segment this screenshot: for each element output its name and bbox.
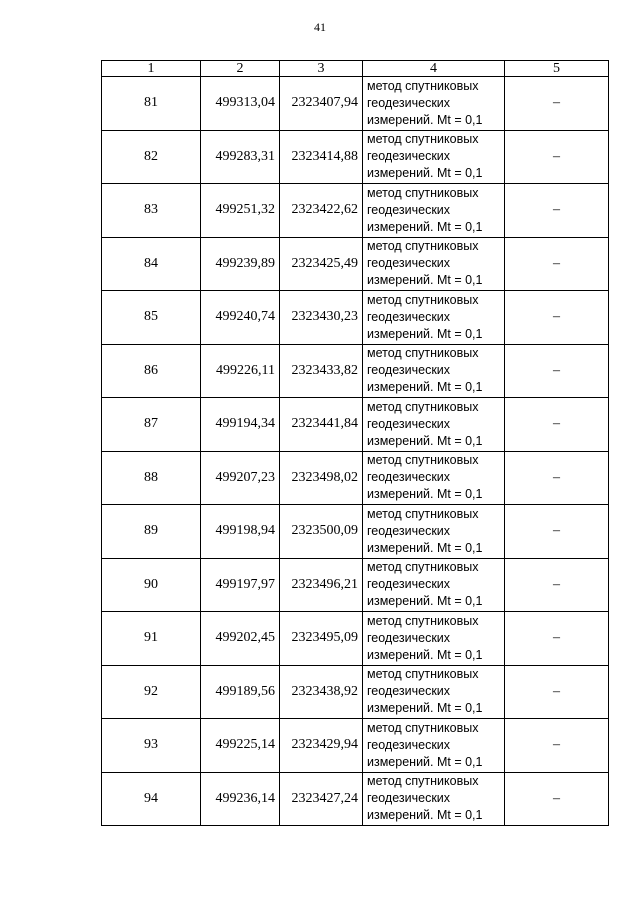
note-cell: – xyxy=(505,558,609,612)
method-line: измерений. Mt = 0,1 xyxy=(367,112,483,127)
y-coordinate-cell: 2323427,24 xyxy=(280,772,363,826)
note-cell: – xyxy=(505,237,609,291)
method-line: геодезических xyxy=(367,791,451,806)
note-cell: – xyxy=(505,291,609,345)
header-row xyxy=(102,61,609,77)
x-coordinate-cell: 499194,34 xyxy=(201,398,280,452)
y-coordinate-cell: 2323407,94 xyxy=(280,77,363,131)
method-line: метод спутниковых xyxy=(367,185,479,200)
method-cell xyxy=(363,558,505,612)
note-cell: – xyxy=(505,344,609,398)
method-line: геодезических xyxy=(367,309,451,324)
column-header-4: 4 xyxy=(363,61,505,77)
note-cell: – xyxy=(505,184,609,238)
method-line: метод спутниковых xyxy=(367,506,479,521)
method-line: геодезических xyxy=(367,416,451,431)
method-line: геодезических xyxy=(367,149,451,164)
table-row xyxy=(102,130,609,184)
table-body xyxy=(102,77,609,826)
point-number-cell: 92 xyxy=(102,665,201,719)
coordinates-table xyxy=(101,60,609,826)
table-row xyxy=(102,772,609,826)
method-line: геодезических xyxy=(367,470,451,485)
point-number-cell: 93 xyxy=(102,719,201,773)
note-cell: – xyxy=(505,612,609,666)
method-line: метод спутниковых xyxy=(367,774,479,789)
method-line: измерений. Mt = 0,1 xyxy=(367,647,483,662)
method-cell xyxy=(363,237,505,291)
y-coordinate-cell: 2323500,09 xyxy=(280,505,363,559)
y-coordinate-cell: 2323425,49 xyxy=(280,237,363,291)
method-cell xyxy=(363,665,505,719)
x-coordinate-cell: 499202,45 xyxy=(201,612,280,666)
x-coordinate-cell: 499189,56 xyxy=(201,665,280,719)
table-row xyxy=(102,719,609,773)
y-coordinate-cell: 2323441,84 xyxy=(280,398,363,452)
point-number-cell: 86 xyxy=(102,344,201,398)
note-cell: – xyxy=(505,77,609,131)
point-number-cell: 84 xyxy=(102,237,201,291)
table-row xyxy=(102,451,609,505)
method-line: измерений. Mt = 0,1 xyxy=(367,326,483,341)
table-row xyxy=(102,665,609,719)
y-coordinate-cell: 2323422,62 xyxy=(280,184,363,238)
method-cell xyxy=(363,451,505,505)
x-coordinate-cell: 499197,97 xyxy=(201,558,280,612)
x-coordinate-cell: 499198,94 xyxy=(201,505,280,559)
x-coordinate-cell: 499207,23 xyxy=(201,451,280,505)
method-line: измерений. Mt = 0,1 xyxy=(367,219,483,234)
method-line: измерений. Mt = 0,1 xyxy=(367,754,483,769)
x-coordinate-cell: 499239,89 xyxy=(201,237,280,291)
method-line: метод спутниковых xyxy=(367,292,479,307)
point-number-cell: 82 xyxy=(102,130,201,184)
method-line: геодезических xyxy=(367,523,451,538)
point-number-cell: 83 xyxy=(102,184,201,238)
method-cell xyxy=(363,130,505,184)
method-line: метод спутниковых xyxy=(367,346,479,361)
y-coordinate-cell: 2323495,09 xyxy=(280,612,363,666)
method-cell xyxy=(363,612,505,666)
table-row xyxy=(102,77,609,131)
method-cell xyxy=(363,184,505,238)
method-cell xyxy=(363,505,505,559)
x-coordinate-cell: 499236,14 xyxy=(201,772,280,826)
method-line: метод спутниковых xyxy=(367,239,479,254)
table-header xyxy=(102,61,609,77)
x-coordinate-cell: 499225,14 xyxy=(201,719,280,773)
method-line: геодезических xyxy=(367,684,451,699)
method-line: геодезических xyxy=(367,256,451,271)
x-coordinate-cell: 499240,74 xyxy=(201,291,280,345)
point-number-cell: 89 xyxy=(102,505,201,559)
method-line: геодезических xyxy=(367,363,451,378)
note-cell: – xyxy=(505,719,609,773)
table-row xyxy=(102,612,609,666)
method-line: метод спутниковых xyxy=(367,560,479,575)
y-coordinate-cell: 2323496,21 xyxy=(280,558,363,612)
method-line: измерений. Mt = 0,1 xyxy=(367,701,483,716)
method-line: метод спутниковых xyxy=(367,667,479,682)
note-cell: – xyxy=(505,665,609,719)
note-cell: – xyxy=(505,130,609,184)
method-cell xyxy=(363,291,505,345)
x-coordinate-cell: 499283,31 xyxy=(201,130,280,184)
table-row xyxy=(102,184,609,238)
column-header-3: 3 xyxy=(280,61,363,77)
method-line: измерений. Mt = 0,1 xyxy=(367,487,483,502)
column-header-2: 2 xyxy=(201,61,280,77)
point-number-cell: 88 xyxy=(102,451,201,505)
method-cell xyxy=(363,772,505,826)
method-line: метод спутниковых xyxy=(367,613,479,628)
point-number-cell: 90 xyxy=(102,558,201,612)
x-coordinate-cell: 499313,04 xyxy=(201,77,280,131)
table-row xyxy=(102,291,609,345)
y-coordinate-cell: 2323438,92 xyxy=(280,665,363,719)
table-row xyxy=(102,505,609,559)
point-number-cell: 85 xyxy=(102,291,201,345)
table-row xyxy=(102,398,609,452)
method-line: измерений. Mt = 0,1 xyxy=(367,166,483,181)
note-cell: – xyxy=(505,505,609,559)
point-number-cell: 94 xyxy=(102,772,201,826)
y-coordinate-cell: 2323430,23 xyxy=(280,291,363,345)
method-line: геодезических xyxy=(367,95,451,110)
method-cell xyxy=(363,398,505,452)
method-line: метод спутниковых xyxy=(367,78,479,93)
y-coordinate-cell: 2323433,82 xyxy=(280,344,363,398)
x-coordinate-cell: 499251,32 xyxy=(201,184,280,238)
method-line: измерений. Mt = 0,1 xyxy=(367,380,483,395)
table-row xyxy=(102,558,609,612)
method-line: метод спутниковых xyxy=(367,453,479,468)
method-line: измерений. Mt = 0,1 xyxy=(367,594,483,609)
method-line: метод спутниковых xyxy=(367,399,479,414)
method-line: геодезических xyxy=(367,737,451,752)
x-coordinate-cell: 499226,11 xyxy=(201,344,280,398)
method-line: измерений. Mt = 0,1 xyxy=(367,808,483,823)
point-number-cell: 87 xyxy=(102,398,201,452)
method-line: геодезических xyxy=(367,630,451,645)
method-cell xyxy=(363,77,505,131)
method-cell xyxy=(363,719,505,773)
column-header-1: 1 xyxy=(102,61,201,77)
method-line: измерений. Mt = 0,1 xyxy=(367,540,483,555)
method-line: геодезических xyxy=(367,202,451,217)
method-line: метод спутниковых xyxy=(367,720,479,735)
y-coordinate-cell: 2323414,88 xyxy=(280,130,363,184)
note-cell: – xyxy=(505,398,609,452)
point-number-cell: 91 xyxy=(102,612,201,666)
method-line: измерений. Mt = 0,1 xyxy=(367,273,483,288)
method-cell xyxy=(363,344,505,398)
page-number: 41 xyxy=(314,20,326,34)
y-coordinate-cell: 2323429,94 xyxy=(280,719,363,773)
y-coordinate-cell: 2323498,02 xyxy=(280,451,363,505)
table-row xyxy=(102,344,609,398)
table-row xyxy=(102,237,609,291)
note-cell: – xyxy=(505,772,609,826)
note-cell: – xyxy=(505,451,609,505)
column-header-5: 5 xyxy=(505,61,609,77)
method-line: измерений. Mt = 0,1 xyxy=(367,433,483,448)
point-number-cell: 81 xyxy=(102,77,201,131)
method-line: метод спутниковых xyxy=(367,132,479,147)
method-line: геодезических xyxy=(367,577,451,592)
